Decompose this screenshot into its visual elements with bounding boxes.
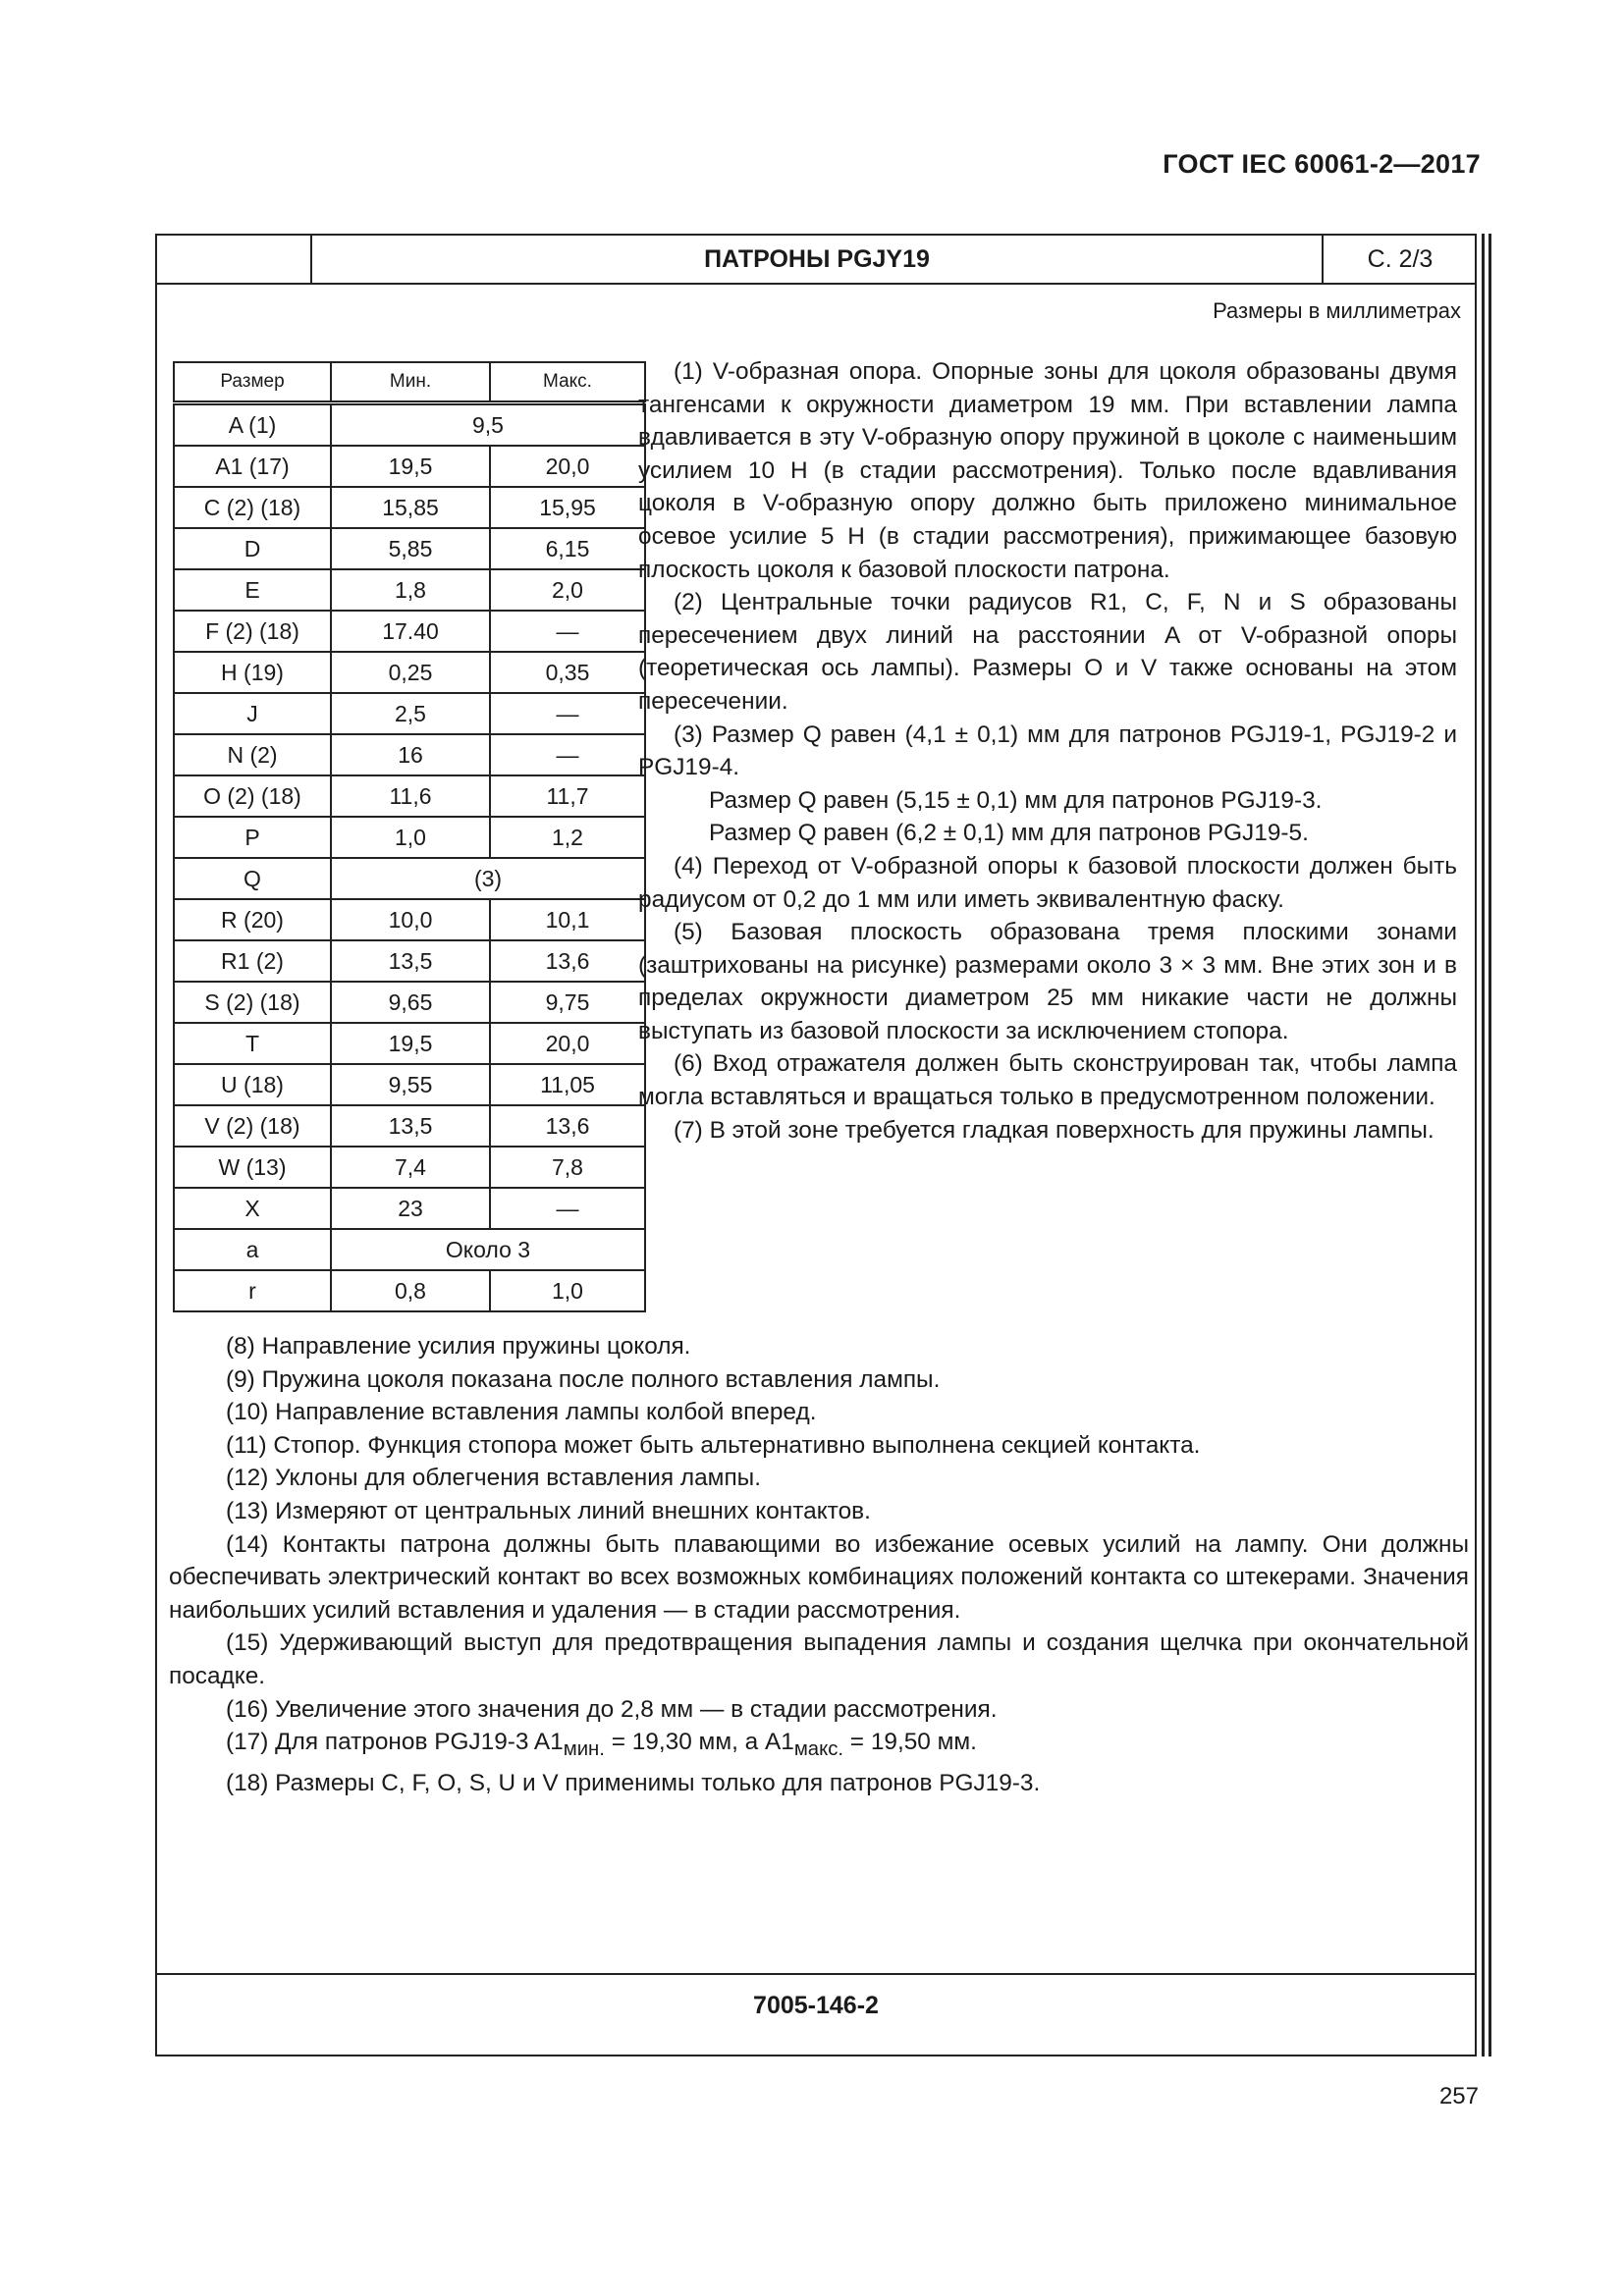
page-number: 257 [1438, 2083, 1479, 2109]
cell-dimension: Q [174, 858, 331, 899]
table-body [174, 403, 645, 1312]
note-paragraph: (1) V-образная опора. Опорные зоны для цоколя образованы двумя тангенсами к окружности диаметром 19 мм. При вставлении лампа вдавливается в эту V-образную опору пружиной в цоколе с наименьшим усилием 10 Н (в стадии рассмотрения). Только после вдавливания цоколя в V-образную опору должно быть приложено минимальное осевое усилие 5 Н (в стадии рассмотрения), прижимающее базовую плоскость цоколя к базовой плоскости патрона. [638, 358, 1457, 583]
cell-min: 17.40 [331, 611, 490, 652]
sheet-header [157, 236, 1475, 285]
cell-min: 10,0 [331, 899, 490, 940]
note-paragraph: (9) Пружина цоколя показана после полного вставления лампы. [226, 1365, 941, 1393]
cell-dimension: A (1) [174, 403, 331, 447]
cell-min: 7,4 [331, 1147, 490, 1188]
cell-dimension: a [174, 1229, 331, 1270]
column-header-max: Макс. [490, 362, 645, 403]
cell-min: 23 [331, 1188, 490, 1229]
cell-dimension: N (2) [174, 734, 331, 775]
cell-value: 9,5 [331, 403, 645, 447]
cell-max: 9,75 [490, 982, 645, 1023]
cell-min: 9,65 [331, 982, 490, 1023]
table-row [174, 693, 645, 734]
table-row [174, 487, 645, 528]
cell-min: 19,5 [331, 446, 490, 487]
cell-min: 13,5 [331, 940, 490, 982]
header-empty-cell [157, 236, 312, 283]
cell-max: — [490, 611, 645, 652]
note-paragraph: (7) В этой зоне требуется гладкая поверхность для пружины лампы. [674, 1116, 1435, 1144]
cell-dimension: X [174, 1188, 331, 1229]
cell-min: 13,5 [331, 1105, 490, 1147]
table-row [174, 611, 645, 652]
cell-dimension: J [174, 693, 331, 734]
table-row [174, 817, 645, 858]
table-row [174, 982, 645, 1023]
cell-max: — [490, 693, 645, 734]
note-17: (17) Для патронов PGJ19-3 $A1_{мин.} = 19,30$ мм, а $A1_{макс.} = 19,50$ мм. [226, 1729, 977, 1760]
cell-dimension: P [174, 817, 331, 858]
note-paragraph: Размер Q равен (6,2 ± 0,1) мм для патронов PGJ19-5. [709, 820, 1309, 847]
cell-max: 13,6 [490, 940, 645, 982]
note-paragraph: (10) Направление вставления лампы колбой вперед. [226, 1399, 817, 1426]
notes-right-column [638, 355, 1457, 1147]
table-row [174, 1064, 645, 1105]
cell-min: 0,25 [331, 652, 490, 693]
table-row [174, 652, 645, 693]
note-paragraph: Размер Q равен (5,15 ± 0,1) мм для патронов PGJ19-3. [709, 786, 1323, 814]
note-paragraph: (15) Удерживающий выступ для предотвращения выпадения лампы и создания щелчка при окончательной посадке. [169, 1629, 1469, 1689]
cell-max: 11,05 [490, 1064, 645, 1105]
cell-dimension: R1 (2) [174, 940, 331, 982]
cell-value: (3) [331, 858, 645, 899]
cell-max: 20,0 [490, 446, 645, 487]
table-row [174, 1229, 645, 1270]
cell-max: 15,95 [490, 487, 645, 528]
table-header-row [174, 362, 645, 403]
units-note: Размеры в миллиметрах [1213, 298, 1461, 323]
cell-max: 20,0 [490, 1023, 645, 1064]
cell-value: Около 3 [331, 1229, 645, 1270]
table-row [174, 1147, 645, 1188]
table-row [174, 899, 645, 940]
cell-dimension: S (2) (18) [174, 982, 331, 1023]
table-row [174, 1270, 645, 1311]
cell-dimension: A1 (17) [174, 446, 331, 487]
cell-min: 16 [331, 734, 490, 775]
cell-max: 10,1 [490, 899, 645, 940]
sheet-frame [155, 234, 1477, 2056]
table-row [174, 858, 645, 899]
note-paragraph: (8) Направление усилия пружины цоколя. [226, 1333, 691, 1360]
cell-max: 7,8 [490, 1147, 645, 1188]
cell-max: 6,15 [490, 528, 645, 569]
cell-dimension: O (2) (18) [174, 775, 331, 817]
frame-double-line [1489, 234, 1491, 2056]
column-header-size: Размер [174, 362, 331, 403]
cell-max: 1,0 [490, 1270, 645, 1311]
cell-min: 2,5 [331, 693, 490, 734]
table-row [174, 1023, 645, 1064]
cell-min: 19,5 [331, 1023, 490, 1064]
cell-min: 5,85 [331, 528, 490, 569]
table-row [174, 528, 645, 569]
cell-dimension: W (13) [174, 1147, 331, 1188]
cell-dimension: R (20) [174, 899, 331, 940]
cell-max: — [490, 734, 645, 775]
cell-dimension: F (2) (18) [174, 611, 331, 652]
cell-min: 1,0 [331, 817, 490, 858]
table-row [174, 1188, 645, 1229]
note-18: (18) Размеры C, F, O, S, U и V применимы только для патронов PGJ19-3. [226, 1769, 1041, 1796]
cell-dimension: V (2) (18) [174, 1105, 331, 1147]
standard-number: ГОСТ IEC 60061-2—2017 [1163, 149, 1481, 179]
cell-dimension: C (2) (18) [174, 487, 331, 528]
sheet-title: ПАТРОНЫ PGJY19 [312, 236, 1324, 283]
frame-double-line [1482, 234, 1485, 2056]
table-row [174, 569, 645, 611]
cell-max: 1,2 [490, 817, 645, 858]
cell-dimension: D [174, 528, 331, 569]
note-paragraph: (6) Вход отражателя должен быть сконструирован так, чтобы лампа могла вставляться и вращаться только в предусмотренном положении. [638, 1050, 1457, 1111]
cell-dimension: E [174, 569, 331, 611]
cell-min: 11,6 [331, 775, 490, 817]
cell-dimension: r [174, 1270, 331, 1311]
sheet-page: С. 2/3 [1367, 244, 1434, 273]
cell-dimension: T [174, 1023, 331, 1064]
column-header-min: Мин. [331, 362, 490, 403]
note-paragraph: (4) Переход от V-образной опоры к базовой плоскости должен быть радиусом от 0,2 до 1 мм или иметь эквивалентную фаску. [638, 852, 1457, 913]
table-row [174, 1105, 645, 1147]
cell-max: 0,35 [490, 652, 645, 693]
cell-min: 15,85 [331, 487, 490, 528]
note-paragraph: (14) Контакты патрона должны быть плавающими во избежание осевых усилий на лампу. Они должны обеспечивать электрический контакт во всех возможных комбинациях положений контакта со штекерами. Значения наибольших усилий вставления и удаления — в стадии рассмотрения. [169, 1530, 1469, 1624]
note-paragraph: (12) Уклоны для облегчения вставления лампы. [226, 1465, 761, 1492]
cell-dimension: U (18) [174, 1064, 331, 1105]
cell-dimension: H (19) [174, 652, 331, 693]
cell-max: — [490, 1188, 645, 1229]
note-paragraph: (5) Базовая плоскость образована тремя плоскими зонами (заштрихованы на рисунке) размерами около 3 × 3 мм. Вне этих зон и в пределах окружности диаметром 25 мм никакие части не должны выступать из базовой плоскости за исключением стопора. [638, 919, 1457, 1044]
cell-max: 2,0 [490, 569, 645, 611]
cell-min: 0,8 [331, 1270, 490, 1311]
table-row [174, 775, 645, 817]
note-paragraph: (2) Центральные точки радиусов R1, C, F, N и S образованы пересечением двух линий на расстоянии A от V-образной опоры (теоретическая ось лампы). Размеры O и V также основаны на этом пересечении. [638, 589, 1457, 715]
dimensions-table [173, 361, 646, 1312]
table-row [174, 734, 645, 775]
note-paragraph: (16) Увеличение этого значения до 2,8 мм — в стадии рассмотрения. [226, 1695, 998, 1723]
cell-min: 1,8 [331, 569, 490, 611]
note-paragraph: (3) Размер Q равен (4,1 ± 0,1) мм для патронов PGJ19-1, PGJ19-2 и PGJ19-4. [638, 721, 1457, 781]
note-paragraph: (11) Стопор. Функция стопора может быть альтернативно выполнена секцией контакта. [226, 1431, 1201, 1459]
table-row [174, 940, 645, 982]
table-row [174, 403, 645, 447]
cell-max: 11,7 [490, 775, 645, 817]
cell-max: 13,6 [490, 1105, 645, 1147]
sheet-code: 7005-146-2 [753, 1991, 879, 2019]
table-row [174, 446, 645, 487]
note-paragraph: (13) Измеряют от центральных линий внешних контактов. [226, 1497, 871, 1524]
notes-full-width [169, 1330, 1469, 1799]
cell-min: 9,55 [331, 1064, 490, 1105]
